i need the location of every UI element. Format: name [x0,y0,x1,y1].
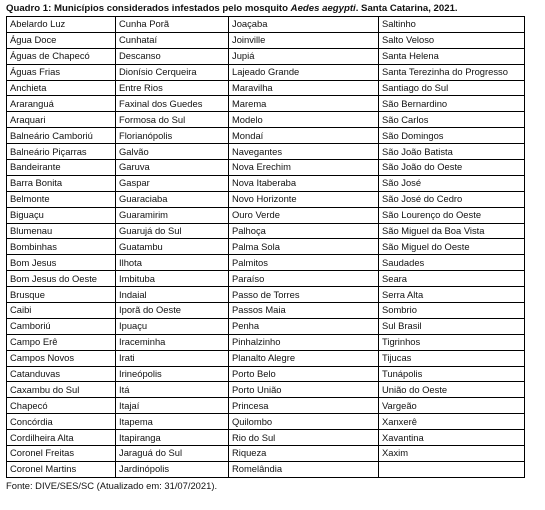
table-cell: Palma Sola [229,239,379,255]
table-cell: Indaial [116,287,229,303]
table-cell: Bom Jesus [7,255,116,271]
table-row [7,461,525,477]
table-cell: Itapiranga [116,430,229,446]
table-cell: São Domingos [379,128,525,144]
table-row [7,17,525,33]
table-cell: Nova Itaberaba [229,175,379,191]
table-cell: Cunha Porã [116,17,229,33]
table-cell: Santa Helena [379,48,525,64]
table-cell: Dionísio Cerqueira [116,64,229,80]
table-row [7,175,525,191]
table-body [7,17,525,478]
table-row [7,144,525,160]
table-cell: Guaramirim [116,207,229,223]
table-cell: Brusque [7,287,116,303]
table-cell: Penha [229,318,379,334]
table-cell: Navegantes [229,144,379,160]
table-cell: São Miguel da Boa Vista [379,223,525,239]
table-cell: Rio do Sul [229,430,379,446]
table-cell: Paraíso [229,271,379,287]
table-cell: Serra Alta [379,287,525,303]
table-cell: São José do Cedro [379,191,525,207]
table-cell: Garuva [116,160,229,176]
table-cell: Seara [379,271,525,287]
table-cell: Princesa [229,398,379,414]
table-cell: Iporã do Oeste [116,303,229,319]
table-cell: Ipuaçu [116,318,229,334]
table-cell: Campo Erê [7,334,116,350]
table-cell: Joaçaba [229,17,379,33]
table-cell: Mondaí [229,128,379,144]
table-cell: Xanxerê [379,414,525,430]
table-row [7,366,525,382]
table-cell: Guarujá do Sul [116,223,229,239]
table-cell: Porto Belo [229,366,379,382]
table-cell: Araranguá [7,96,116,112]
table-cell: Descanso [116,48,229,64]
table-cell: Sombrio [379,303,525,319]
table-cell: Camboriú [7,318,116,334]
table-cell: Lajeado Grande [229,64,379,80]
table-cell: Concórdia [7,414,116,430]
table-cell: Pinhalzinho [229,334,379,350]
table-cell: Araquari [7,112,116,128]
table-cell: Abelardo Luz [7,17,116,33]
table-cell: Itapema [116,414,229,430]
table-cell: Formosa do Sul [116,112,229,128]
table-row [7,334,525,350]
table-cell: Marema [229,96,379,112]
table-cell: Irineópolis [116,366,229,382]
table-cell: Palhoça [229,223,379,239]
table-row [7,303,525,319]
table-cell: São Bernardino [379,96,525,112]
table-row [7,112,525,128]
table-cell: União do Oeste [379,382,525,398]
table-row [7,80,525,96]
table-row [7,350,525,366]
table-cell: Biguaçu [7,207,116,223]
table-cell: Águas de Chapecó [7,48,116,64]
table-cell: Imbituba [116,271,229,287]
table-cell: Sul Brasil [379,318,525,334]
table-cell: Guatambu [116,239,229,255]
table-cell: Coronel Freitas [7,446,116,462]
table-cell: Santa Terezinha do Progresso [379,64,525,80]
table-cell: Gaspar [116,175,229,191]
table-cell: Jardinópolis [116,461,229,477]
table-row [7,160,525,176]
table-cell: Santiago do Sul [379,80,525,96]
table-row [7,48,525,64]
table-row [7,271,525,287]
table-cell: Ouro Verde [229,207,379,223]
table-caption [6,3,541,16]
table-cell: Bandeirante [7,160,116,176]
table-cell: Itajaí [116,398,229,414]
table-row [7,96,525,112]
table-cell: Faxinal dos Guedes [116,96,229,112]
table-row [7,239,525,255]
table-cell: Salto Veloso [379,32,525,48]
table-row [7,398,525,414]
table-row [7,430,525,446]
table-cell: Blumenau [7,223,116,239]
table-cell: São Lourenço do Oeste [379,207,525,223]
table-cell: São Miguel do Oeste [379,239,525,255]
table-cell: Tijucas [379,350,525,366]
table-cell: Jaraguá do Sul [116,446,229,462]
table-cell: Florianópolis [116,128,229,144]
table-cell: São João do Oeste [379,160,525,176]
table-row [7,128,525,144]
table-cell: Caibi [7,303,116,319]
caption-suffix: . Santa Catarina, 2021. [355,3,458,14]
table-cell: São Carlos [379,112,525,128]
table-cell: Riqueza [229,446,379,462]
table-cell: Saltinho [379,17,525,33]
source-note: Fonte: DIVE/SES/SC (Atualizado em: 31/07/2021). [6,479,218,491]
table-cell: Tigrinhos [379,334,525,350]
table-cell: Nova Erechim [229,160,379,176]
table-row [7,382,525,398]
table-cell: Maravilha [229,80,379,96]
table-cell: Chapecó [7,398,116,414]
caption-prefix: Quadro 1: Municípios considerados infestados pelo mosquito [6,3,291,14]
table-row [7,223,525,239]
table-cell: Guaraciaba [116,191,229,207]
table-row [7,255,525,271]
table-cell: Galvão [116,144,229,160]
table-cell: Novo Horizonte [229,191,379,207]
table-cell: Planalto Alegre [229,350,379,366]
table-cell: Caxambu do Sul [7,382,116,398]
table-cell: Passo de Torres [229,287,379,303]
table-cell: Coronel Martins [7,461,116,477]
table-cell: Saudades [379,255,525,271]
table-cell: Campos Novos [7,350,116,366]
table-cell: Itá [116,382,229,398]
table-row [7,414,525,430]
table-cell: Catanduvas [7,366,116,382]
table-cell: São José [379,175,525,191]
table-cell: Água Doce [7,32,116,48]
table-cell: Irati [116,350,229,366]
table-row [7,287,525,303]
table-cell: Joinville [229,32,379,48]
table-cell: São João Batista [379,144,525,160]
table-row [7,446,525,462]
table-cell: Modelo [229,112,379,128]
table-cell: Jupiá [229,48,379,64]
table-cell: Cunhataí [116,32,229,48]
table-cell: Xavantina [379,430,525,446]
table-cell: Romelândia [229,461,379,477]
table-cell: Vargeão [379,398,525,414]
table-cell: Iraceminha [116,334,229,350]
caption-species: Aedes aegypti [290,3,356,14]
table-cell: Xaxim [379,446,525,462]
table-cell: Bom Jesus do Oeste [7,271,116,287]
table-cell: Bombinhas [7,239,116,255]
table-cell: Anchieta [7,80,116,96]
table-cell: Porto União [229,382,379,398]
table-cell: Palmitos [229,255,379,271]
table-cell [379,461,525,477]
table-cell: Tunápolis [379,366,525,382]
table-cell: Cordilheira Alta [7,430,116,446]
table-cell: Barra Bonita [7,175,116,191]
table-cell: Passos Maia [229,303,379,319]
table-cell: Balneário Camboriú [7,128,116,144]
table-row [7,64,525,80]
table-cell: Belmonte [7,191,116,207]
table-row [7,207,525,223]
municipalities-table [6,16,525,478]
table-cell: Entre Rios [116,80,229,96]
table-cell: Ilhota [116,255,229,271]
table-cell: Balneário Piçarras [7,144,116,160]
table-row [7,191,525,207]
table-row [7,32,525,48]
table-cell: Quilombo [229,414,379,430]
table-cell: Águas Frias [7,64,116,80]
table-row [7,318,525,334]
